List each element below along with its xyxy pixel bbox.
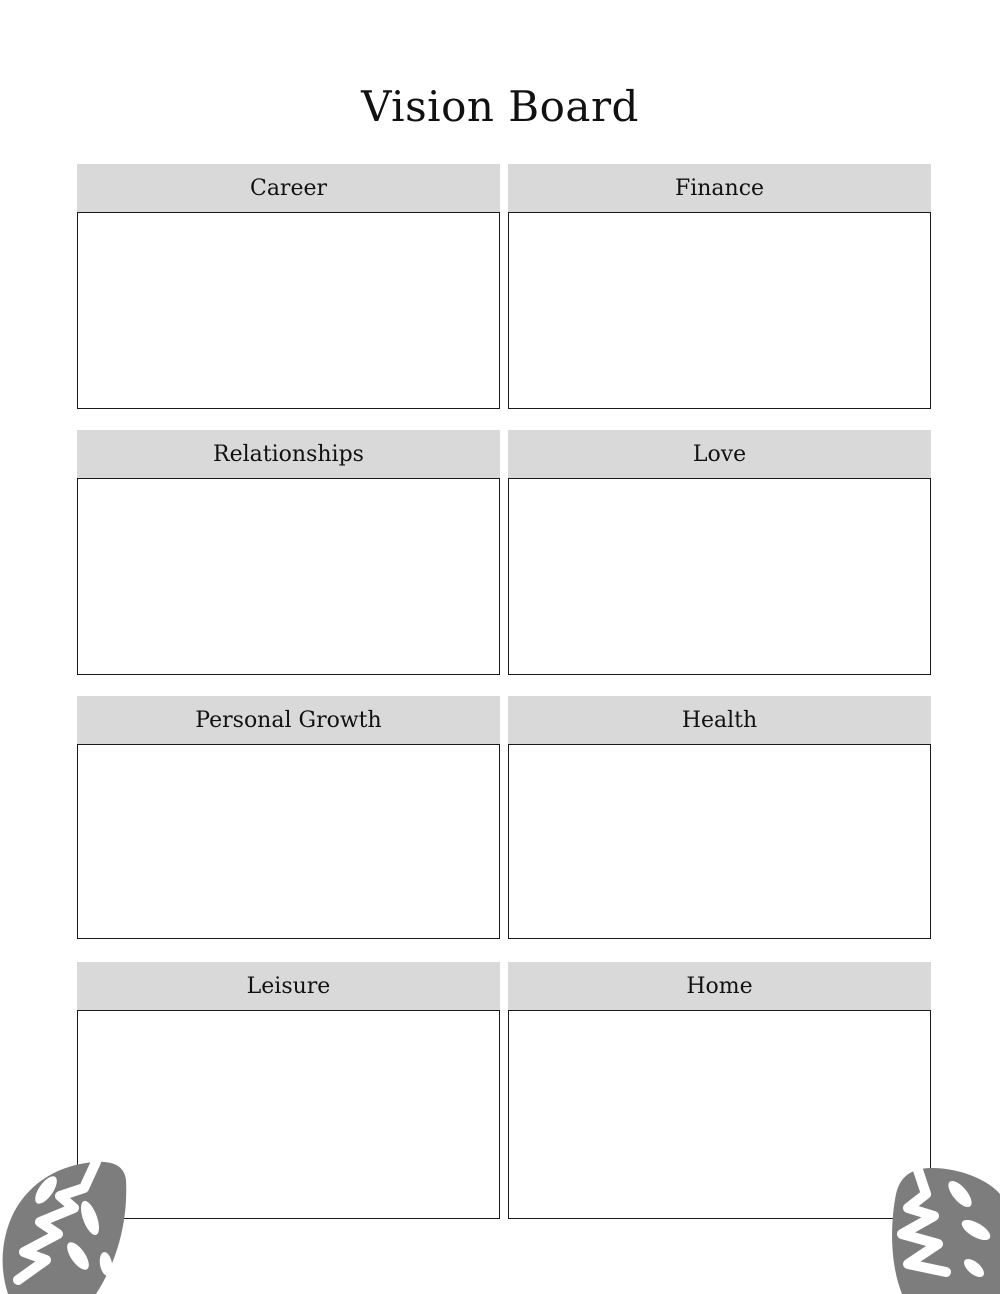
section-box-leisure[interactable]: [77, 1010, 500, 1219]
monstera-leaf-icon: [0, 1160, 130, 1294]
section-header: Finance: [508, 164, 931, 212]
section-header: Personal Growth: [77, 696, 500, 744]
section-box-career[interactable]: [77, 212, 500, 409]
section-header: Love: [508, 430, 931, 478]
section-box-relationships[interactable]: [77, 478, 500, 675]
section-leisure: [77, 962, 500, 1219]
section-header: Health: [508, 696, 931, 744]
section-box-personal-growth[interactable]: [77, 744, 500, 939]
section-finance: [508, 164, 931, 409]
section-header: Home: [508, 962, 931, 1010]
section-box-health[interactable]: [508, 744, 931, 939]
section-relationships: [77, 430, 500, 675]
section-header: Relationships: [77, 430, 500, 478]
section-personal-growth: [77, 696, 500, 939]
section-box-love[interactable]: [508, 478, 931, 675]
section-home: [508, 962, 931, 1219]
section-box-finance[interactable]: [508, 212, 931, 409]
page-title: Vision Board: [361, 82, 639, 131]
section-box-home[interactable]: [508, 1010, 931, 1219]
section-health: [508, 696, 931, 939]
section-career: [77, 164, 500, 409]
monstera-leaf-icon: [888, 1164, 1000, 1294]
section-header: Career: [77, 164, 500, 212]
section-header: Leisure: [77, 962, 500, 1010]
section-love: [508, 430, 931, 675]
